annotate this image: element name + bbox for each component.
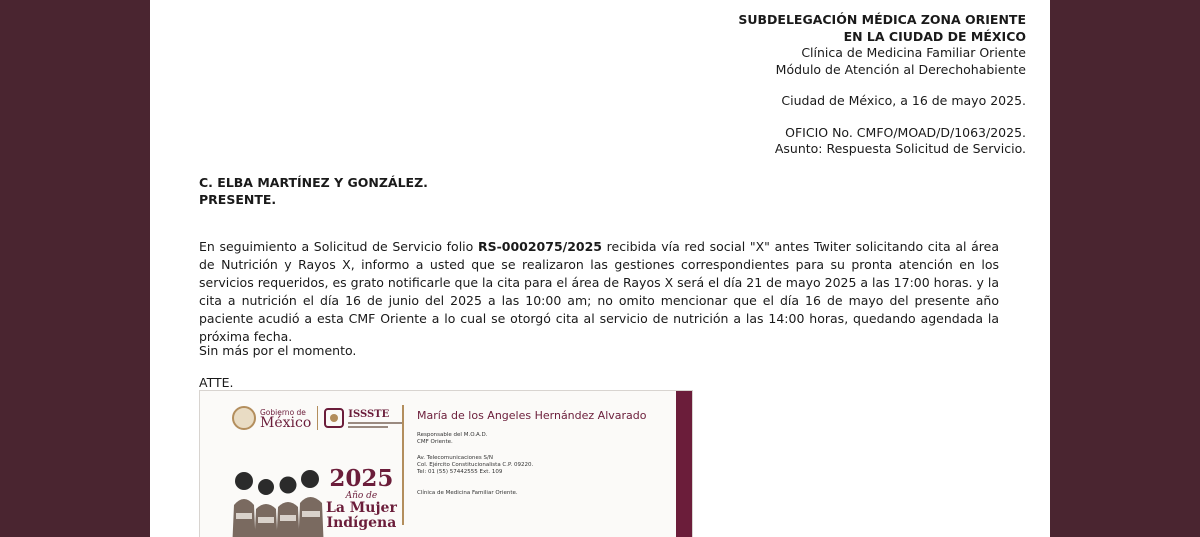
header-clinica: Clínica de Medicina Familiar Oriente	[801, 45, 1026, 60]
signature-card	[199, 390, 693, 537]
letter-body	[199, 238, 999, 346]
body-main: recibida vía red social "X" antes Twiter solicitando cita al área de Nutrición y Rayos X, informo a usted que se realizaron las gestiones correspondientes para su pronta atención en los servicios requeridos, es grato notificarle que la cita para el área de Rayos X será el día 21 de mayo 2025 a las 17:00 horas. y la cita a nutrición el día 16 de junio del 2025 a las 10:00 am; no omito mencionar que el día 16 de mayo del presente año paciente acudió a esta CMF Oriente a lo cual se otorgó cita al servicio de nutrición a las 14:00 horas, quedando agendada la próxima fecha.	[199, 239, 999, 344]
address-colonia: Col. Ejército Constitucionalista C.P. 09220.	[417, 462, 534, 468]
header-ciudad: EN LA CIUDAD DE MÉXICO	[843, 28, 1026, 44]
gob-small-text: Gobierno de	[260, 408, 306, 417]
recipient-name: C. ELBA MARTÍNEZ Y GONZÁLEZ.	[199, 175, 428, 190]
body-intro: En seguimiento a Solicitud de Servicio folio	[199, 239, 478, 254]
oficio-number: OFICIO No. CMFO/MOAD/D/1063/2025.	[785, 124, 1026, 140]
signer-clinic: Clínica de Medicina Familiar Oriente.	[417, 490, 518, 496]
header-modulo: Módulo de Atención al Derechohabiente	[775, 61, 1026, 77]
year-slogan	[326, 467, 397, 531]
issste-text: ISSSTE	[348, 408, 390, 420]
gob-big-text: México	[260, 415, 312, 431]
recipient-block	[199, 175, 428, 208]
indigenous-women-illustration	[230, 457, 330, 537]
atte-line: ATTE.	[199, 375, 234, 390]
brand-stripe	[676, 391, 692, 537]
recipient-presente: PRESENTE.	[199, 191, 277, 207]
signer-info	[417, 409, 677, 497]
header-subdelegacion: SUBDELEGACIÓN MÉDICA ZONA ORIENTE	[738, 12, 1026, 27]
signer-name: María de los Angeles Hernández Alvarado	[417, 409, 647, 422]
folio-number: RS-0002075/2025	[477, 239, 603, 254]
document-page	[150, 0, 1050, 537]
letter-header	[738, 12, 1026, 158]
address-street: Av. Telecomunicaciones S/N	[417, 455, 493, 461]
indigena-text: Indígena	[326, 515, 397, 531]
address-phone: Tel: 01 (55) 57442555 Ext. 109	[417, 469, 503, 475]
card-divider	[402, 405, 404, 525]
la-mujer-text: La Mujer	[326, 500, 397, 516]
eagle-seal-icon	[232, 406, 256, 430]
closing-line: Sin más por el momento.	[199, 343, 357, 358]
year-text: 2025	[329, 465, 394, 492]
logo-divider	[317, 406, 318, 430]
signer-unit: CMF Oriente.	[417, 439, 453, 445]
gobierno-logo	[260, 407, 311, 429]
signer-role: Responsable del M.O.A.D.	[417, 432, 488, 438]
issste-emblem-icon	[324, 408, 344, 428]
anio-de-text: Año de	[345, 491, 378, 501]
issste-logo	[348, 409, 402, 428]
letter-date: Ciudad de México, a 16 de mayo 2025.	[781, 93, 1026, 108]
institution-logos	[232, 405, 402, 431]
asunto: Asunto: Respuesta Solicitud de Servicio.	[774, 141, 1026, 156]
